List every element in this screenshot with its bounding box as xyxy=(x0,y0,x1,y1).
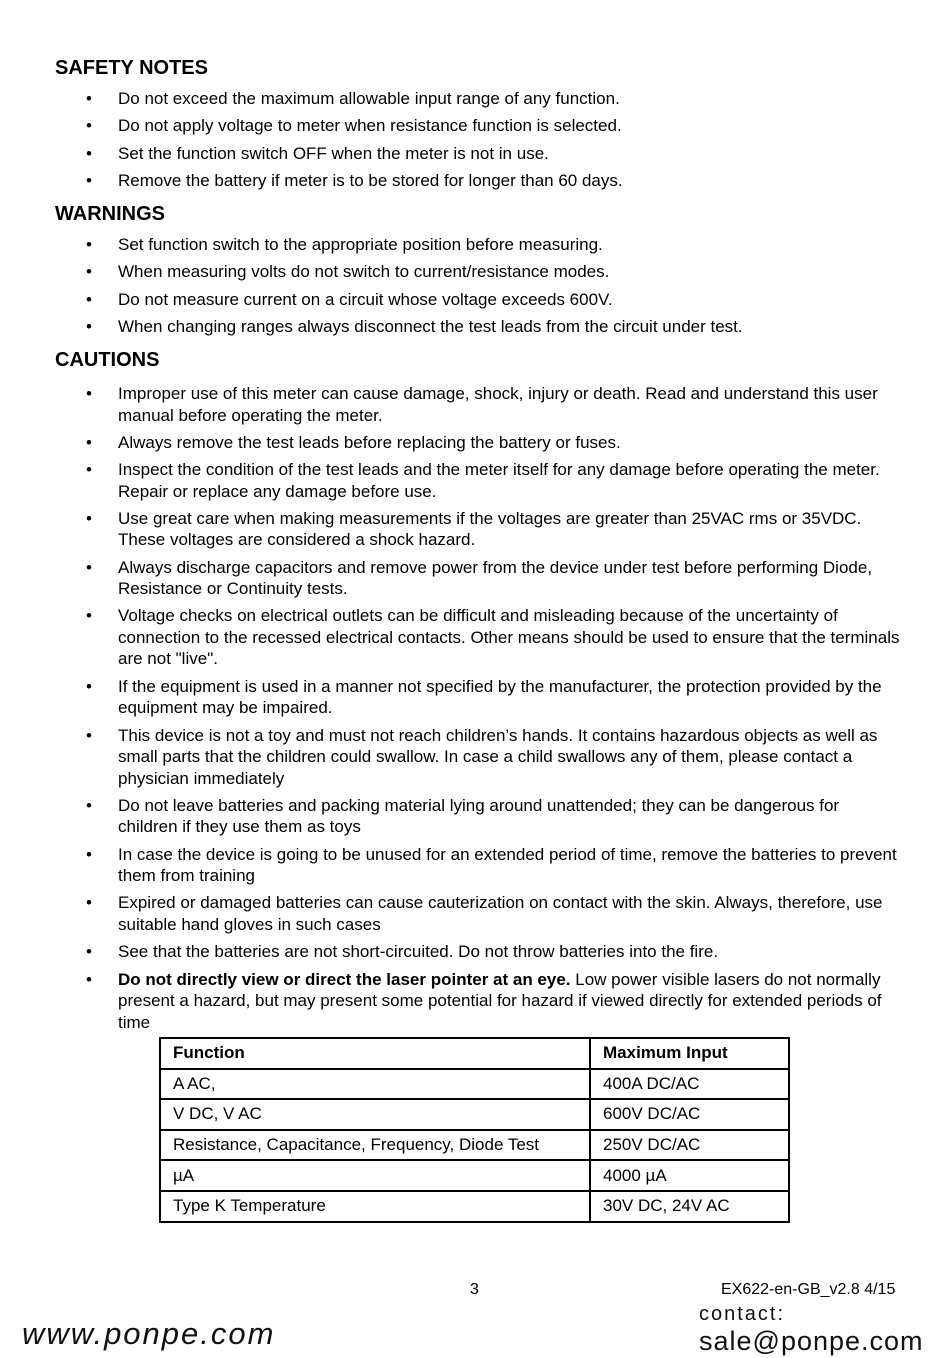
table-cell: 30V DC, 24V AC xyxy=(590,1191,789,1222)
table-cell: 250V DC/AC xyxy=(590,1130,789,1161)
table-row xyxy=(160,1160,789,1191)
list-item: • If the equipment is used in a manner not specified by the manufacturer, the protection provided by the equipment may be impaired. xyxy=(0,676,900,719)
cautions-list xyxy=(0,383,900,1039)
max-input-table xyxy=(159,1037,790,1223)
list-item: • See that the batteries are not short-circuited. Do not throw batteries into the fire. xyxy=(0,941,900,963)
safety-notes-list xyxy=(0,88,900,197)
list-item: • Do not apply voltage to meter when resistance function is selected. xyxy=(0,115,900,137)
list-item: • Do not measure current on a circuit whose voltage exceeds 600V. xyxy=(0,289,900,311)
table-header-row xyxy=(160,1038,789,1069)
laser-warning-item xyxy=(0,969,900,1034)
table-cell: 600V DC/AC xyxy=(590,1099,789,1130)
list-item: • This device is not a toy and must not reach children’s hands. It contains hazardous objects as well as small parts that the children could swallow. In case a child swallows any of them, please contact a physician immediately xyxy=(0,725,900,790)
safety-notes-heading: SAFETY NOTES xyxy=(55,57,208,79)
list-item: • Set function switch to the appropriate position before measuring. xyxy=(0,234,900,256)
list-item: • Do not exceed the maximum allowable input range of any function. xyxy=(0,88,900,110)
column-header-function: Function xyxy=(160,1038,590,1069)
laser-warning-text: Low power visible lasers do not normally present a hazard, but may present some potential for hazard if viewed directly for extended periods of time xyxy=(118,969,882,1032)
table-row xyxy=(160,1130,789,1161)
cautions-heading: CAUTIONS xyxy=(55,349,160,371)
list-item: • Set the function switch OFF when the meter is not in use. xyxy=(0,143,900,165)
table-cell: A AC, xyxy=(160,1069,590,1100)
list-item: • Expired or damaged batteries can cause cauterization on contact with the skin. Always, therefore, use suitable hand gloves in such cases xyxy=(0,892,900,935)
table-cell: V DC, V AC xyxy=(160,1099,590,1130)
column-header-max-input: Maximum Input xyxy=(590,1038,789,1069)
table-cell: 400A DC/AC xyxy=(590,1069,789,1100)
list-item: • Voltage checks on electrical outlets can be difficult and misleading because of the uncertainty of connection to the recessed electrical contacts. Other means should be used to ensure that the terminals are not "live". xyxy=(0,605,900,670)
list-item: • Remove the battery if meter is to be stored for longer than 60 days. xyxy=(0,170,900,192)
website-watermark: www.ponpe.com xyxy=(22,1316,276,1351)
table-row xyxy=(160,1099,789,1130)
document-reference: EX622-en-GB_v2.8 4/15 xyxy=(721,1281,896,1298)
table-row xyxy=(160,1191,789,1222)
table-cell: 4000 µA xyxy=(590,1160,789,1191)
list-item: • Always discharge capacitors and remove power from the device under test before performing Diode, Resistance or Continuity tests. xyxy=(0,557,900,600)
list-item: • Do not leave batteries and packing material lying around unattended; they can be dangerous for children if they use them as toys xyxy=(0,795,900,838)
list-item: • In case the device is going to be unused for an extended period of time, remove the batteries to prevent them from training xyxy=(0,844,900,887)
contact-email: sale@ponpe.com xyxy=(699,1326,924,1356)
table-cell: Type K Temperature xyxy=(160,1191,590,1222)
contact-label: contact: xyxy=(699,1303,786,1325)
table-row xyxy=(160,1069,789,1100)
list-item: • When changing ranges always disconnect the test leads from the circuit under test. xyxy=(0,316,900,338)
list-item: • Use great care when making measurements if the voltages are greater than 25VAC rms or 35VDC. These voltages are considered a shock hazard. xyxy=(0,508,900,551)
table-cell: Resistance, Capacitance, Frequency, Diode Test xyxy=(160,1130,590,1161)
warnings-heading: WARNINGS xyxy=(55,203,165,225)
page-number: 3 xyxy=(470,1281,479,1298)
table-cell: µA xyxy=(160,1160,590,1191)
list-item: • Inspect the condition of the test leads and the meter itself for any damage before operating the meter. Repair or replace any damage before use. xyxy=(0,459,900,502)
list-item: • When measuring volts do not switch to current/resistance modes. xyxy=(0,261,900,283)
laser-warning-bold: Do not directly view or direct the laser pointer at an eye. xyxy=(118,969,571,989)
list-item: • Improper use of this meter can cause damage, shock, injury or death. Read and understand this user manual before operating the meter. xyxy=(0,383,900,426)
list-item: • Always remove the test leads before replacing the battery or fuses. xyxy=(0,432,900,454)
warnings-list xyxy=(0,234,900,343)
